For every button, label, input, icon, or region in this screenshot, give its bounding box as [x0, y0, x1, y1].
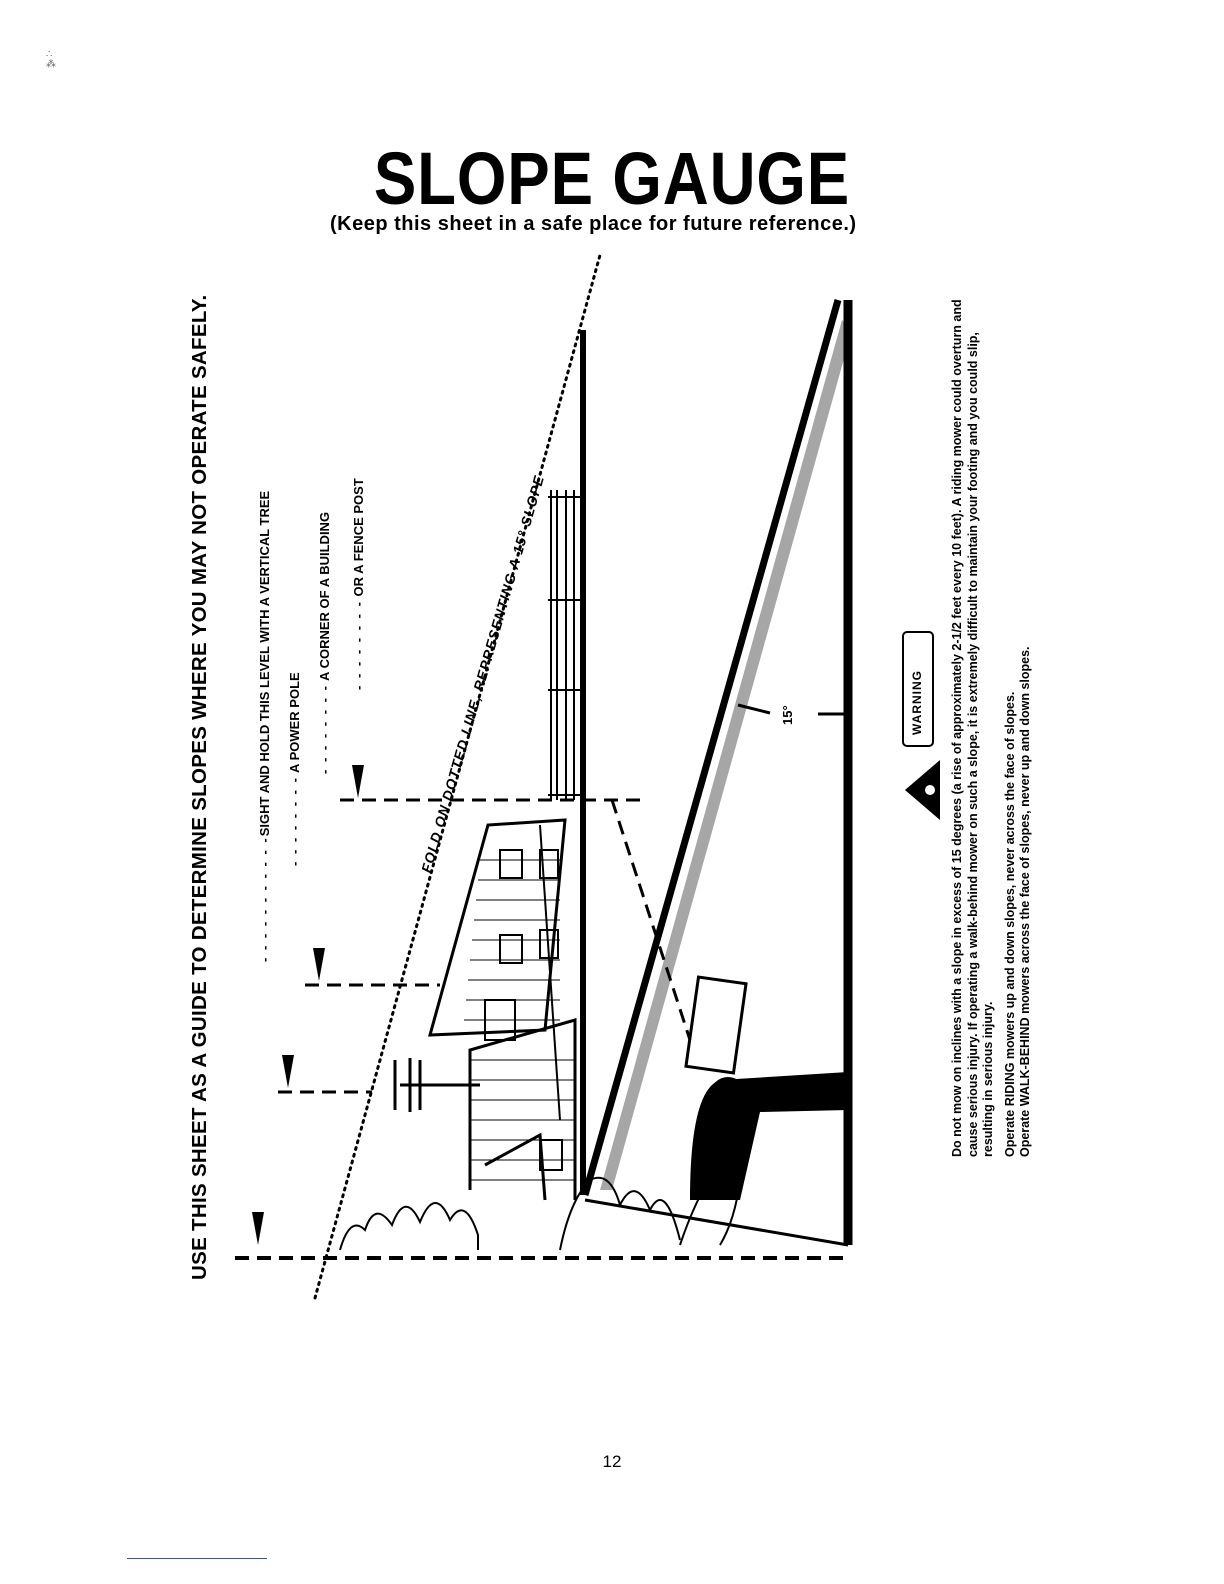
warning-badge: WARNING [910, 670, 924, 735]
warning-triangle-icon [905, 760, 940, 820]
fold-line-label: FOLD ON DOTTED LINE, REPRESENTING A 15° SLOPE [418, 473, 548, 875]
angle-label: 15° [780, 705, 795, 725]
house-illustration [430, 820, 575, 1200]
page-subtitle: (Keep this sheet in a safe place for future reference.) [330, 213, 857, 235]
page-number: 12 [602, 1452, 622, 1471]
person-silhouette [686, 977, 848, 1200]
shrubs [340, 1170, 740, 1250]
sight-label-building: - - - - - - - - A CORNER OF A BUILDING [317, 511, 332, 774]
power-pole [395, 1058, 480, 1112]
mower-direction-paragraph: Operate RIDING mowers up and down slopes, never across the face of slopes. Operate WALK-BEHIND mowers across the face of slopes, never up and down slopes. [1002, 646, 1032, 1157]
warning-text-block [950, 277, 1040, 1157]
sight-label-fence: - - - - - - - - OR A FENCE POST [351, 478, 366, 690]
side-instruction: USE THIS SHEET AS A GUIDE TO DETERMINE SLOPES WHERE YOU MAY NOT OPERATE SAFELY. [188, 294, 211, 1280]
page-title: SLOPE GAUGE [373, 137, 851, 220]
sight-label-tree: - - - - - - - - - - -SIGHT AND HOLD THIS LEVEL WITH A VERTICAL TREE [257, 490, 272, 962]
fence [548, 490, 580, 800]
footer-rule [127, 1558, 267, 1559]
scan-artifact: ∴ ⁂ [46, 49, 56, 70]
sight-label-pole: - - - - - - - - A POWER POLE [287, 672, 302, 866]
warning-paragraph: Do not mow on inclines with a slope in excess of 15 degrees (a rise of approximately 2-1/2 feet every 10 feet). A riding mower could overturn and cause serious injury. If operating a walk-behind mower on such a slope, it is extremely difficult to maintain your footing and you could slip, resulting in serious injury. [950, 299, 995, 1157]
